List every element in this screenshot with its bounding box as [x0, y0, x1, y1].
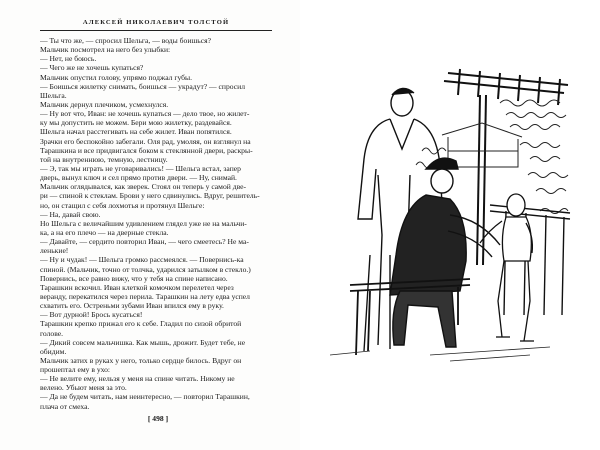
text-line: — На, давай свою. — [40, 209, 101, 219]
text-line: Мальчик затих в руках у него, только сердце билось. Вдруг он — [40, 355, 242, 365]
text-line: Тарашкина и все придвигался боком к стеклянной двери, раскры- — [40, 145, 253, 155]
header-rule — [40, 30, 272, 31]
text-line: ка, а на его плечо — на дверные стекла. — [40, 227, 169, 237]
ground — [330, 347, 550, 361]
text-line: — Да не будем читать, нам неинтересно, — повторил Тарашкин, — [40, 392, 250, 402]
text-line: Зрачки его беспокойно забегали. Оля рад, умоляя, он взглянул на — [40, 136, 251, 146]
text-line: — Не велите ему, нельзя у меня на спине читать. Никому не — [40, 374, 235, 384]
illustration — [330, 55, 576, 365]
text-line: спиной. (Мальчик, точно от толчка, ударился затылком в стекло.) — [40, 264, 251, 274]
text-line: схватить его. Остреньми зубами Иван впился ему в руку. — [40, 301, 224, 311]
text-line: той на внутреннюю, темную, лестницу. — [40, 154, 168, 164]
text-line: Но Шельга с величайшим удивлением глядел уже не на мальчи- — [40, 218, 247, 228]
text-line: но, он стащил с себя лохмотья и протянул Шельге: — [40, 200, 205, 210]
text-line: ленькие! — [40, 246, 69, 256]
text-line: Мальчик посмотрел на него без улыбки: — [40, 45, 171, 55]
page-number: [ 498 ] — [147, 414, 169, 423]
text-line: обидим. — [40, 346, 67, 356]
text-line: — Э, так мы играть не уговаривались! — Шельга встал, запер — [40, 163, 241, 173]
text-line: — Ну и чудак! — Шельга громко рассмеялся. — Повернись-ка — [40, 255, 244, 265]
text-line: прошептал ему в ухо: — [40, 365, 111, 375]
text-line: — Ну вот что, Иван: не хочешь купаться — дело твое, но жилет- — [40, 109, 250, 119]
text-line: голове. — [40, 328, 64, 338]
text-line: дверь, вынул ключ и сел прямо против двери. — Ну, снимай. — [40, 173, 237, 183]
text-line: — Вот дурной! Брось кусаться! — [40, 310, 143, 320]
text-line: — Боишься жилетку снимать, боишься — украдут? — спросил — [40, 81, 245, 91]
text-line: веранду, перекатился через перила. Тарашкин на лету едва успел — [40, 291, 250, 301]
body-text — [40, 36, 272, 411]
text-line: — Давайте, — сердито повторил Иван, — чего смеетесь? Не ма- — [40, 237, 249, 247]
text-line: Шельга начал расстегивать на себе жилет. Иван попятился. — [40, 127, 232, 137]
text-line: — Ты что же, — спросил Шельга, — воды боишься? — [40, 36, 211, 45]
text-line: Шельга. — [40, 90, 67, 100]
text-line: Тарашкин крепко прижал его к себе. Гладил по сизой обритой — [40, 319, 242, 329]
text-line: ри — спиной к стеклам. Брови у него сдвинулись. Вдруг, решитель- — [40, 191, 260, 201]
text-line: плача от смеха. — [40, 401, 90, 411]
text-line: — Дикий совсем мальчишка. Как мышь, дрожит. Будет тебе, не — [40, 337, 246, 347]
text-line: ку мы допустить не можем. Бери мою жилетку, раздевайся. — [40, 118, 232, 128]
text-line: Тарашкин вскочил. Иван клеткой комочком перелетел через — [40, 282, 234, 292]
text-line: велено. Убьют меня за это. — [40, 383, 127, 393]
running-head: АЛЕКСЕЙ НИКОЛАЕВИЧ ТОЛСТОЙ — [82, 19, 230, 26]
text-line: Повернись, все равно вижу, что у тебя на спине написано. — [40, 273, 228, 283]
text-line: Мальчик опустил голову, упрямо поджал губы. — [40, 72, 193, 82]
text-line: — Нет, не боюсь. — [40, 54, 97, 64]
text-line: Мальчик оглядывался, как зверек. Стоял он теперь у самой две- — [40, 182, 247, 192]
text-line: Мальчик дернул плечиком, усмехнулся. — [40, 99, 169, 109]
text-line: — Чего же не хочешь купаться? — [40, 63, 144, 73]
